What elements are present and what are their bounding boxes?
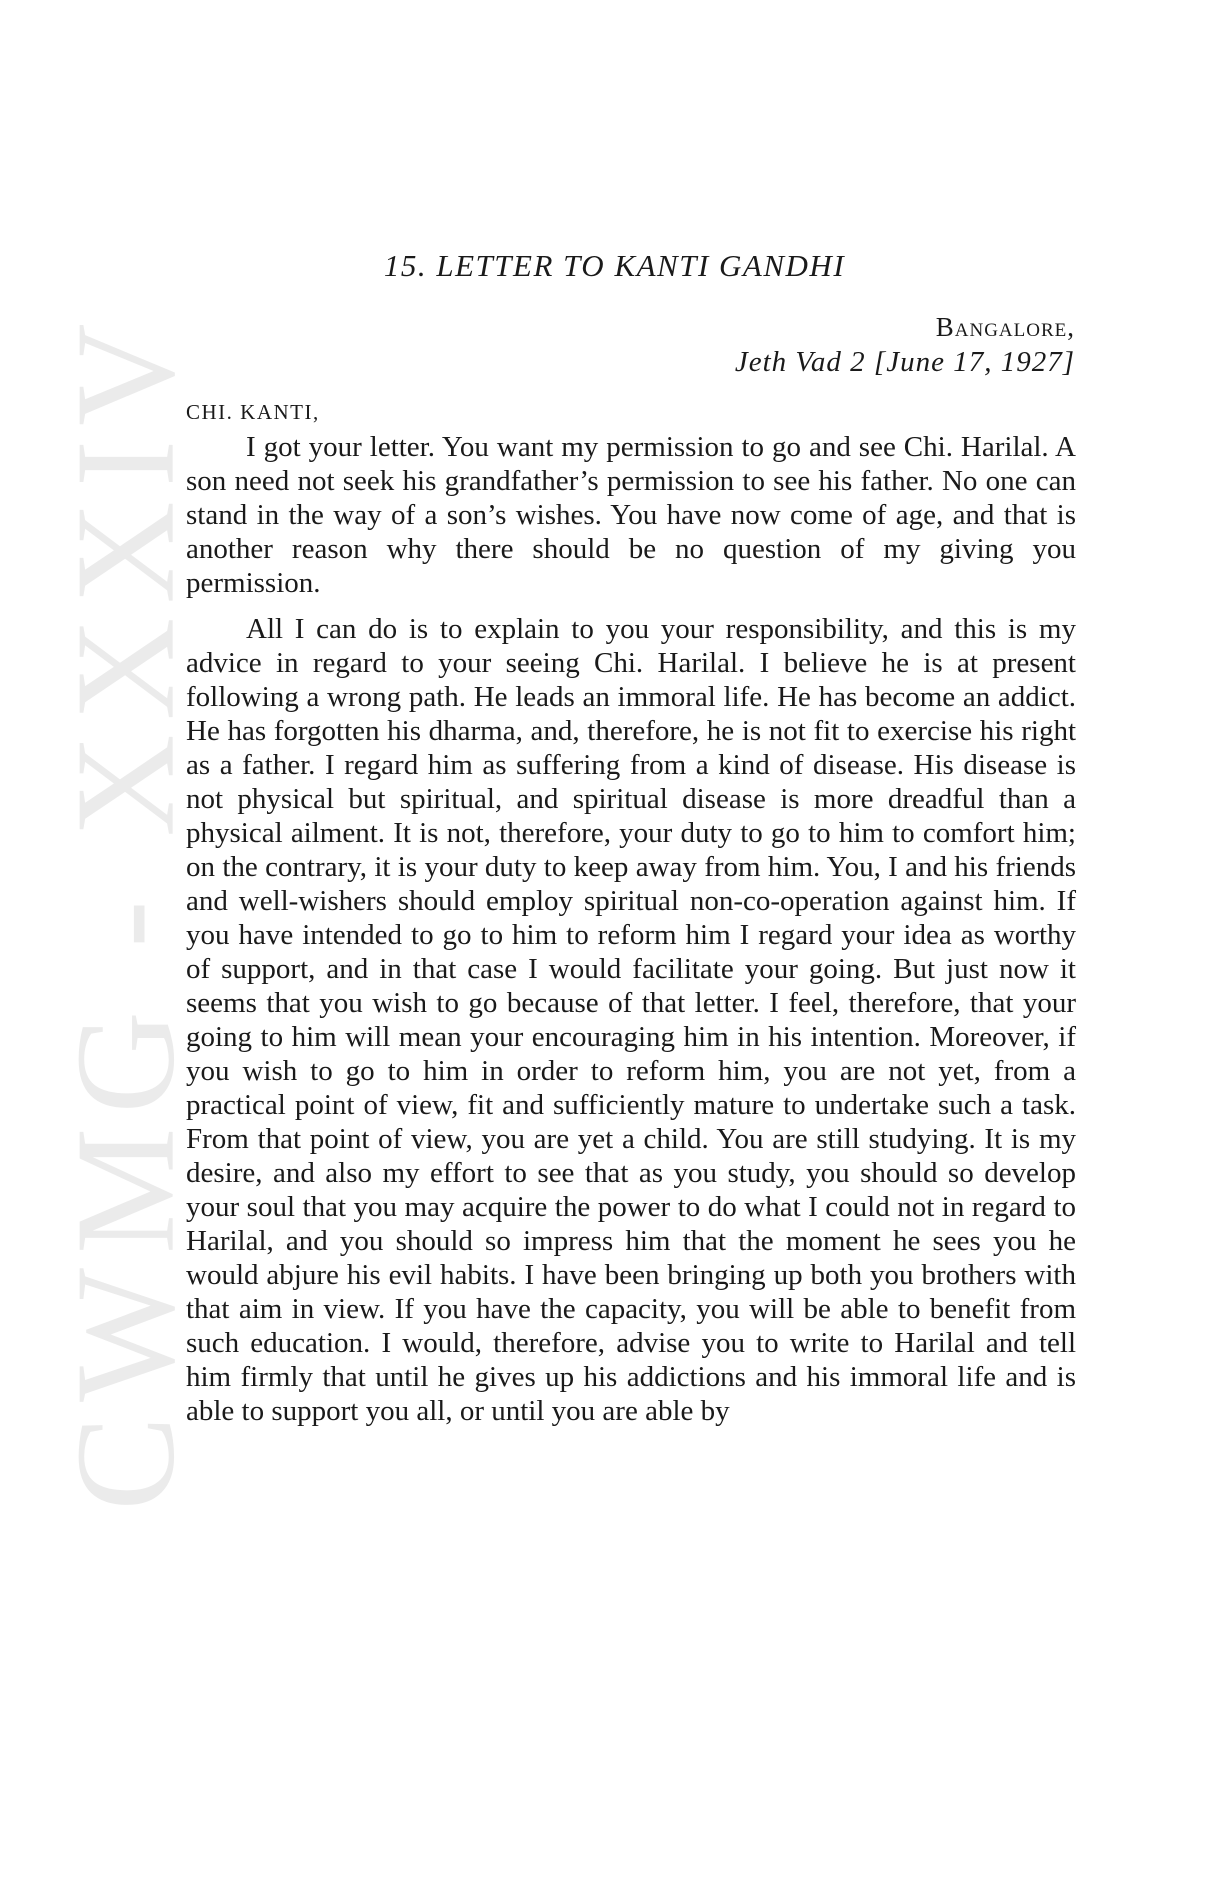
watermark (46, 309, 205, 1511)
watermark-text: CWMG - XXXIV (46, 309, 205, 1511)
place-line: Bangalore, (935, 312, 1075, 342)
date-line: Jeth Vad 2 [June 17, 1927] (734, 346, 1075, 378)
salutation: CHI. KANTI, (186, 400, 320, 424)
letter-heading: 15. LETTER TO KANTI GANDHI (383, 248, 846, 283)
letter-body (186, 430, 1076, 1428)
paragraph-1: I got your letter. You want my permission to go and see Chi. Harilal. A son need not seek his grandfather’s permission to see his father. No one can stand in the way of a son’s wishes. You have now come of age, and that is another reason why there should be no question of my giving you permission. (186, 431, 1076, 599)
paragraph-2: All I can do is to explain to you your responsibility, and this is my advice in regard to your seeing Chi. Harilal. I believe he is at present following a wrong path. He leads an immoral life. He has become an addict. He has forgotten his dharma, and, therefore, he is not fit to exercise his right as a father. I regard him as suffering from a kind of disease. His disease is not physical but spiritual, and spiritual disease is more dreadful than a physical ailment. It is not, therefore, your duty to go to him to comfort him; on the contrary, it is your duty to keep away from him. You, I and his friends and well-wishers should employ spiritual non-co-operation against him. If you have intended to go to him to reform him I regard your idea as worthy of support, and in that case I would facilitate your going. But just now it seems that you wish to go because of that letter. I feel, therefore, that your going to him will mean your encouraging him in his intention. Moreover, if you wish to go to him in order to reform him, you are not yet, from a practical point of view, fit and sufficiently mature to undertake such a task. From that point of view, you are yet a child. You are still studying. It is my desire, and also my effort to see that as you study, you should so develop your soul that you may acquire the power to do what I could not in regard to Harilal, and you should so impress him that the moment he sees you he would abjure his evil habits. I have been bringing up both you brothers with that aim in view. If you have the capacity, you will be able to benefit from such education. I would, therefore, advise you to write to Harilal and tell him firmly that until he gives up his addictions and his immoral life and is able to support you all, or until you are able by (186, 613, 1076, 1427)
